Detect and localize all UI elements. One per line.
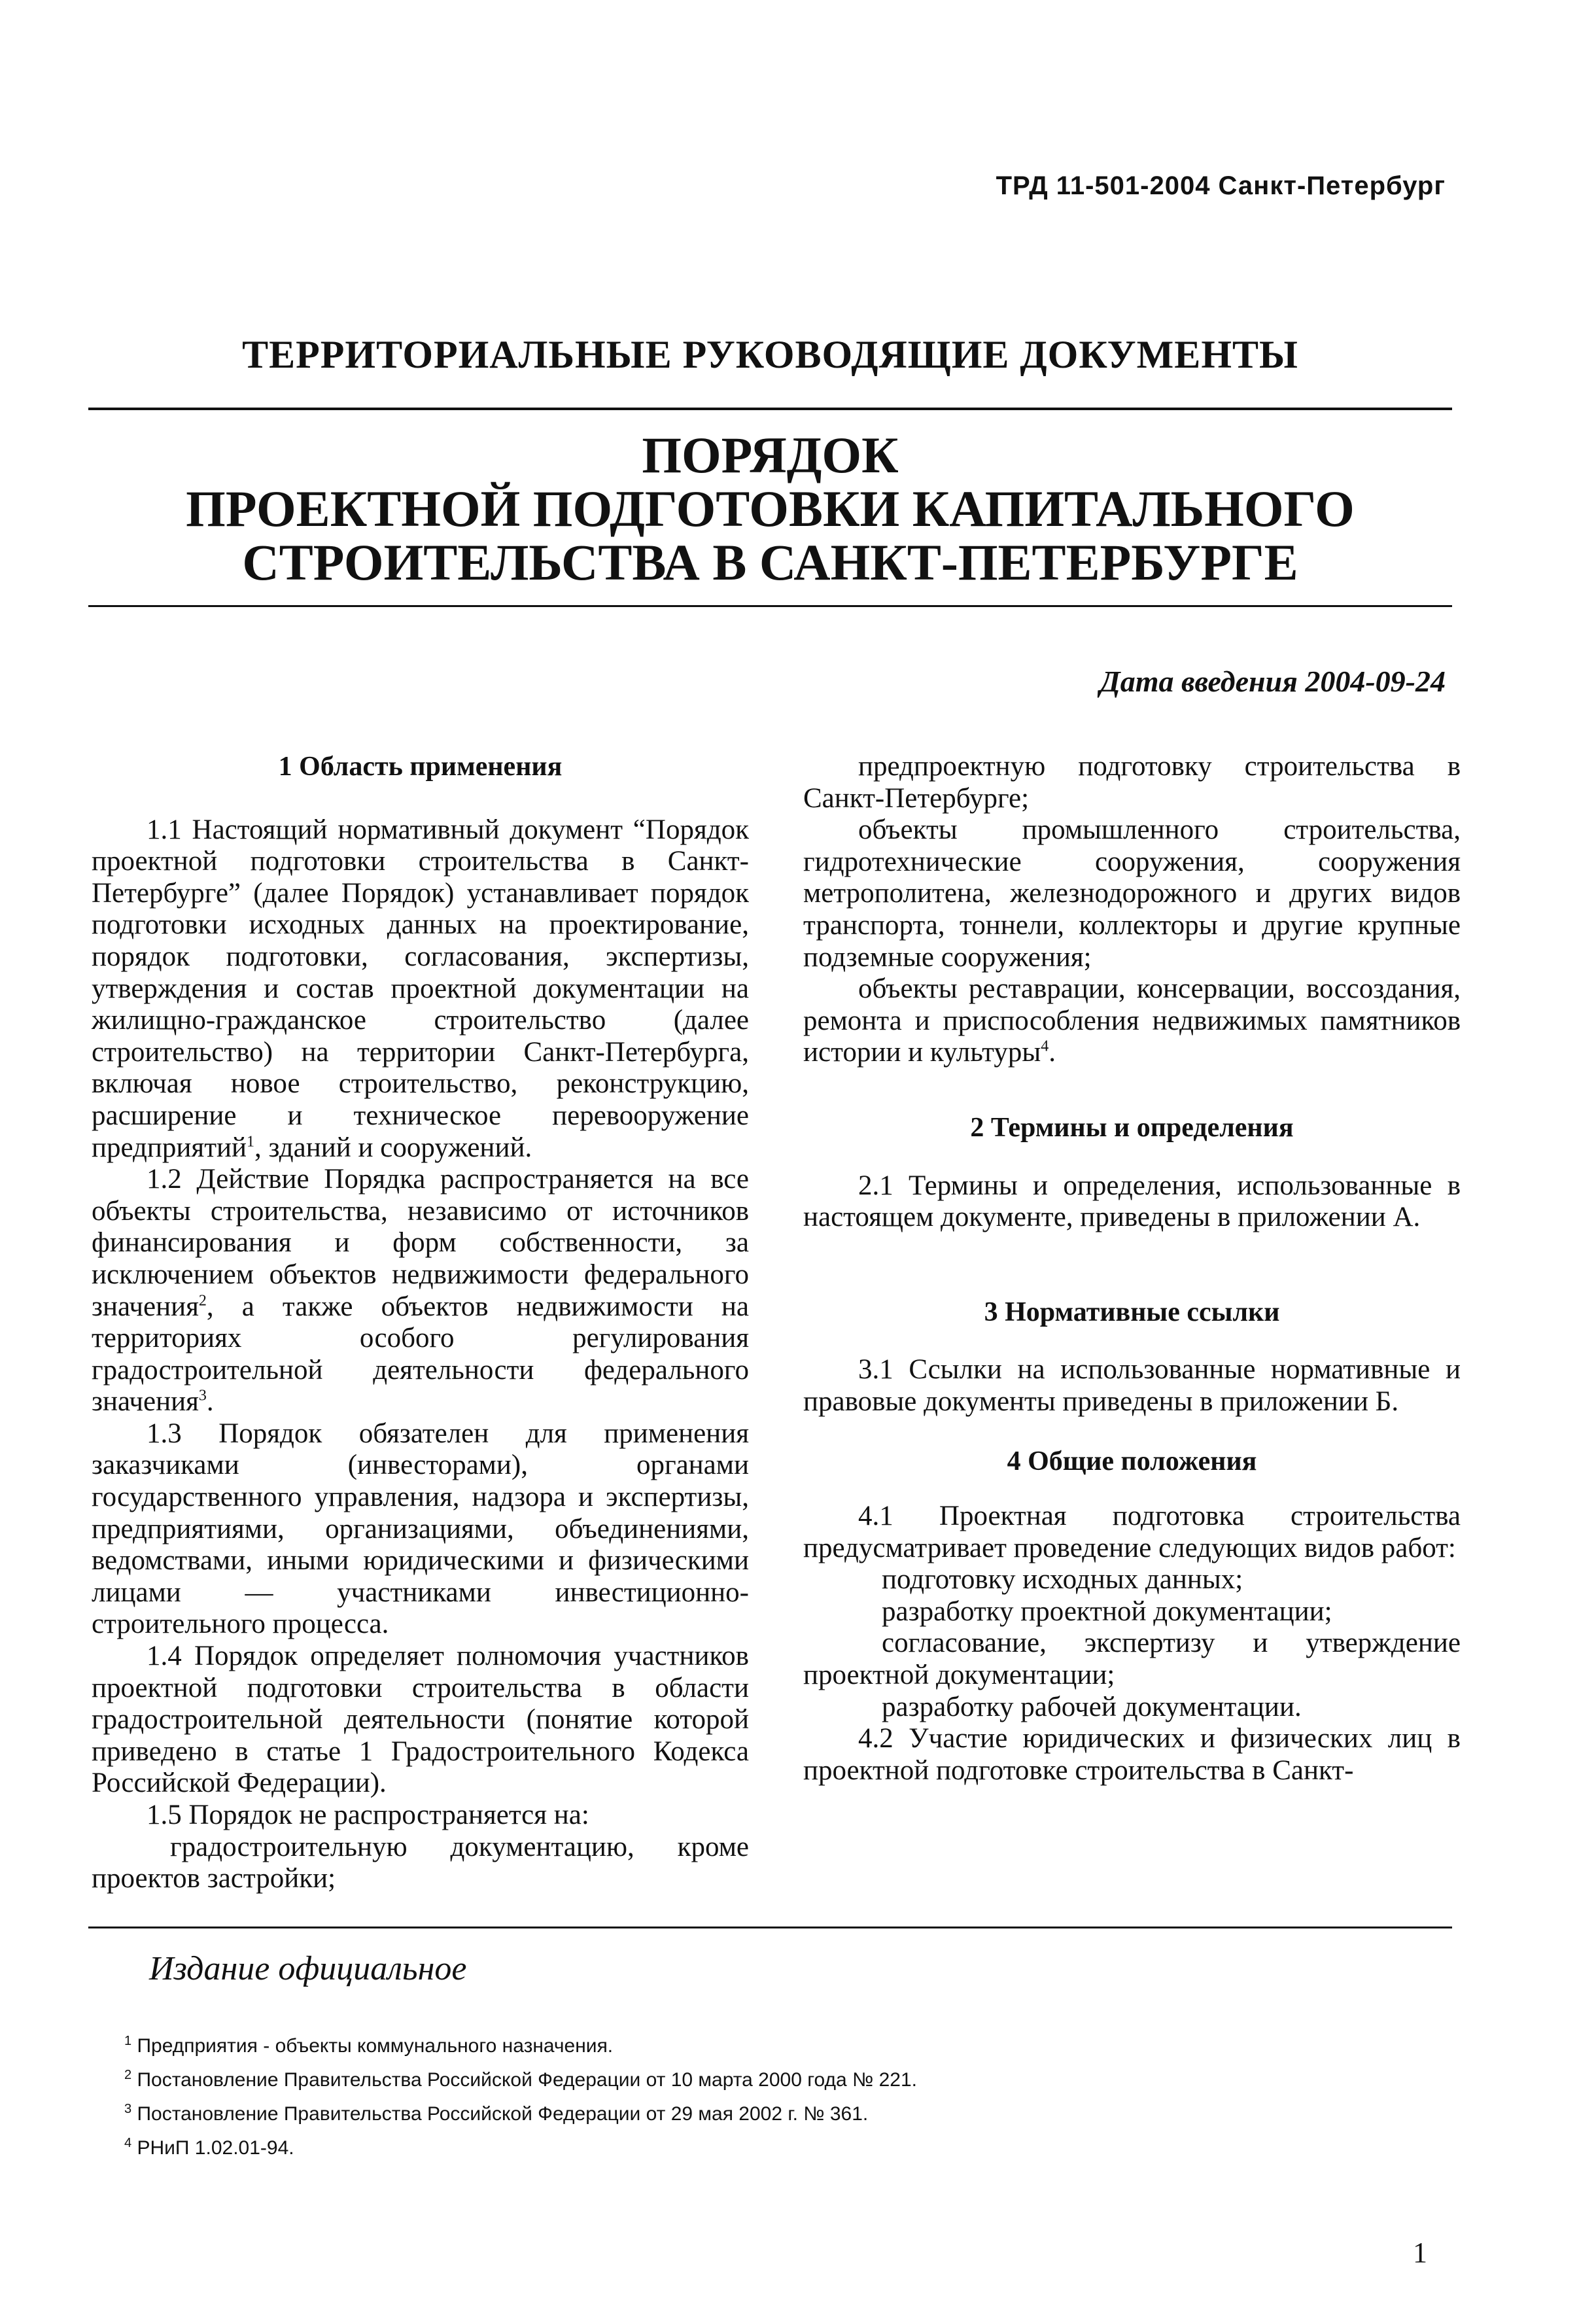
exclusion-item-2: предпроектную подготовку строительства в Санкт-Петербурге; (803, 751, 1461, 814)
title-line-2: ПРОЕКТНОЙ ПОДГОТОВКИ КАПИТАЛЬНОГО (186, 480, 1355, 537)
paragraph-4-1: 4.1 Проектная подготовка строительства предусматривает проведение следующих видов работ: (803, 1501, 1461, 1563)
footnote-ref-2: 2 (198, 1292, 207, 1310)
paragraph-4-2: 4.2 Участие юридических и физических лиц в проектной подготовке строительства в Санкт- (803, 1723, 1461, 1786)
section-3-heading: 3 Нормативные ссылки (984, 1297, 1280, 1327)
page-number: 1 (1413, 2237, 1427, 2269)
section-4-heading: 4 Общие положения (1007, 1446, 1257, 1476)
paragraph-1-5: 1.5 Порядок не распространяется на: (147, 1800, 589, 1830)
footnote-4: $^4$ РНиП 1.02.01-94. (124, 2136, 294, 2159)
document-title (88, 428, 1452, 589)
paragraph-1-4: 1.4 Порядок определяет полномочия участников проектной подготовки строительства в области градостроительной деятельности (понятие которой приведено в статье 1 Градостроительного Кодекса Российской Федерации). (92, 1641, 749, 1799)
footnote-ref-4: 4 (1041, 1038, 1049, 1056)
column-right (803, 751, 1461, 1787)
footnote-1: $^1$ Предприятия - объекты коммунального назначения. (124, 2034, 614, 2057)
section-2-heading: 2 Термины и определения (970, 1112, 1294, 1143)
title-line-3: СТРОИТЕЛЬСТВА В САНКТ-ПЕТЕРБУРГЕ (242, 534, 1298, 591)
paragraph-2-1: 2.1 Термины и определения, использованные в настоящем документе, приведены в приложении А. (803, 1170, 1461, 1233)
work-item-2: разработку проектной документации; (882, 1596, 1332, 1627)
work-item-1: подготовку исходных данных; (882, 1564, 1243, 1596)
edition-label: Издание официальное (149, 1950, 467, 1987)
exclusion-item-1: градостроительную документацию, кроме проектов застройки; (92, 1831, 749, 1894)
footnote-3: $^3$ Постановление Правительства Российской Федерации от 29 мая 2002 г. № 361. (124, 2102, 869, 2125)
work-item-3: согласование, экспертизу и утверждение проектной документации; (803, 1628, 1461, 1691)
footnotes (124, 2027, 917, 2163)
title-rule-bottom (88, 605, 1452, 607)
footnote-ref-3: 3 (198, 1387, 207, 1404)
title-rule-top (88, 408, 1452, 410)
exclusion-item-4: объекты реставрации, консервации, воссоздания, ремонта и приспособления недвижимых памятников истории и культуры$^4$. (803, 973, 1461, 1068)
section-1-heading: 1 Область применения (278, 752, 563, 782)
column-left (92, 751, 749, 1895)
footer-rule (88, 1927, 1452, 1928)
work-item-4: разработку рабочей документации. (882, 1691, 1302, 1722)
paragraph-1-3: 1.3 Порядок обязателен для применения заказчиками (инвесторами), органами государственного управления, надзора и экспертизы, предприятиями, организациями, объединениями, ведомствами, иными юридическими и физическими лицами — участниками инвестиционно-строительного процесса. (92, 1418, 749, 1640)
paragraph-3-1: 3.1 Ссылки на использованные нормативные и правовые документы приведены в приложении Б. (803, 1354, 1461, 1417)
series-title: ТЕРРИТОРИАЛЬНЫЕ РУКОВОДЯЩИЕ ДОКУМЕНТЫ (242, 333, 1298, 376)
title-line-1: ПОРЯДОК (642, 427, 899, 483)
exclusion-item-3: объекты промышленного строительства, гидротехнические сооружения, сооружения метрополитена, железнодорожного и других видов транспорта, тоннели, коллекторы и другие крупные подземные сооружения; (803, 814, 1461, 973)
paragraph-1-2: 1.2 Действие Порядка распространяется на все объекты строительства, независимо от источников финансирования и форм собственности, за исключением объектов недвижимости федерального значения$^2$, а также объектов недвижимости на территориях особого регулирования градостроительной деятельности федерального значения$^3$. (92, 1164, 749, 1418)
footnote-ref-1: 1 (247, 1133, 255, 1151)
document-code: ТРД 11-501-2004 Санкт-Петербург (996, 171, 1446, 200)
footnote-2: $^2$ Постановление Правительства Российской Федерации от 10 марта 2000 года № 221. (124, 2068, 917, 2091)
paragraph-1-1: 1.1 Настоящий нормативный документ “Порядок проектной подготовки строительства в Санкт-Петербурге” (далее Порядок) устанавливает порядок подготовки исходных данных на проектирование, порядок подготовки, согласования, экспертизы, утверждения и состав проектной документации на жилищно-гражданское строительство (далее строительство) на территории Санкт-Петербурга, включая новое строительство, реконструкцию, расширение и техническое перевооружение предприятий$^1$, зданий и сооружений. (92, 814, 749, 1163)
introduction-date: Дата введения 2004-09-24 (1100, 665, 1446, 698)
